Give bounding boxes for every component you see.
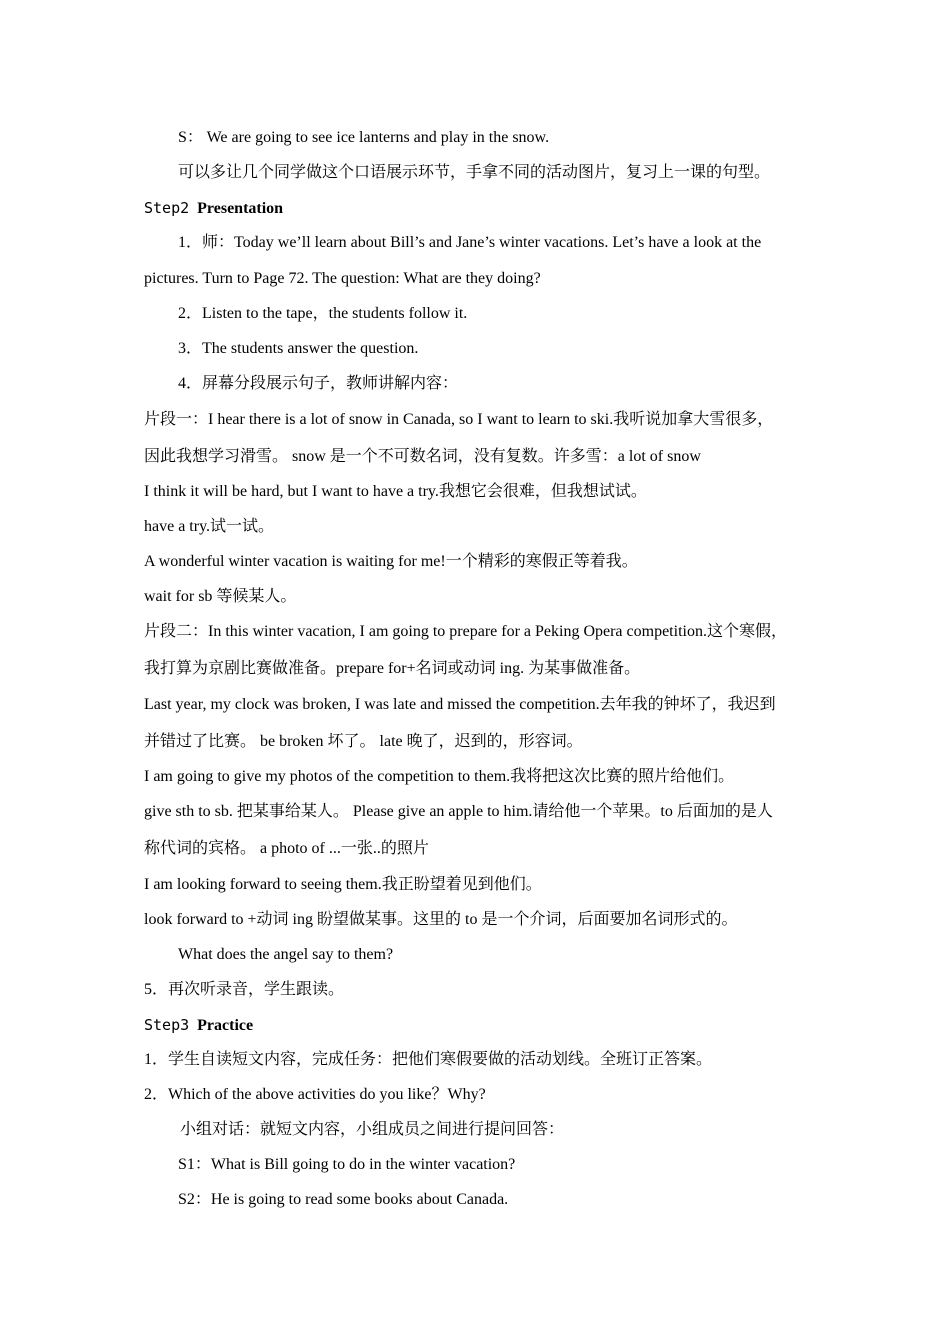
paragraph-line: 片段一：I hear there is a lot of snow in Canada, so I want to learn to ski.我听说加拿大雪很多，: [144, 411, 774, 428]
dialogue-line-s: S： We are going to see ice lanterns and play in the snow.: [178, 129, 550, 146]
paragraph-line: give sth to sb. 把某事给某人。 Please give an apple to him.请给他一个苹果。to 后面加的是人: [144, 803, 773, 820]
paragraph-line: 5．再次听录音，学生跟读。: [144, 981, 345, 998]
paragraph-line: 片段二：In this winter vacation, I am going to prepare for a Peking Opera competition.这个寒假，: [144, 623, 787, 640]
paragraph-line: 我打算为京剧比赛做准备。prepare for+名词或动词 ing. 为某事做准备。: [144, 660, 641, 677]
paragraph-line: 3．The students answer the question.: [178, 340, 419, 357]
paragraph-line: 1．学生自读短文内容，完成任务：把他们寒假要做的活动划线。全班订正答案。: [144, 1051, 713, 1068]
paragraph-line: look forward to +动词 ing 盼望做某事。这里的 to 是一个介词，后面要加名词形式的。: [144, 911, 738, 928]
paragraph-line: wait for sb 等候某人。: [144, 588, 297, 605]
dialogue-line-s2: S2：He is going to read some books about Canada.: [178, 1191, 509, 1208]
paragraph-line: 1．师：Today we’ll learn about Bill’s and Jane’s winter vacations. Let’s have a look at the: [178, 234, 762, 251]
paragraph-line: I am going to give my photos of the competition to them.我将把这次比赛的照片给他们。: [144, 768, 735, 785]
paragraph-line: I think it will be hard, but I want to have a try.我想它会很难，但我想试试。: [144, 483, 647, 500]
paragraph-line: 4．屏幕分段展示句子，教师讲解内容：: [178, 375, 459, 392]
paragraph-line: 2．Listen to the tape，the students follow it.: [178, 305, 468, 322]
paragraph-line: have a try.试一试。: [144, 518, 275, 535]
step3-prefix: Step3: [144, 1016, 190, 1034]
paragraph-line: Last year, my clock was broken, I was late and missed the competition.去年我的钟坏了，我迟到: [144, 696, 776, 713]
paragraph-line: 小组对话：就短文内容，小组成员之间进行提问回答：: [180, 1121, 565, 1138]
paragraph-line: 并错过了比赛。 be broken 坏了。 late 晚了，迟到的，形容词。: [144, 733, 583, 750]
paragraph-line: I am looking forward to seeing them.我正盼望着见到他们。: [144, 876, 542, 893]
step3-heading: [144, 1015, 809, 1036]
dialogue-line-s1: S1：What is Bill going to do in the winter vacation?: [178, 1156, 516, 1173]
step2-prefix: Step2: [144, 199, 190, 217]
step2-title: Presentation: [197, 200, 284, 217]
paragraph-line: What does the angel say to them?: [178, 946, 394, 963]
teacher-note: 可以多让几个同学做这个口语展示环节，手拿不同的活动图片，复习上一课的句型。: [178, 164, 771, 181]
paragraph-line: 称代词的宾格。 a photo of ...一张..的照片: [144, 840, 429, 857]
step2-heading: [144, 198, 809, 219]
paragraph-line: 2．Which of the above activities do you like？Why?: [144, 1086, 486, 1103]
paragraph-line: 因此我想学习滑雪。 snow 是一个不可数名词，没有复数。许多雪：a lot of snow: [144, 448, 701, 465]
paragraph-line: A wonderful winter vacation is waiting for me!一个精彩的寒假正等着我。: [144, 553, 638, 570]
paragraph-line: pictures. Turn to Page 72. The question: What are they doing?: [144, 270, 541, 287]
step3-title: Practice: [197, 1017, 254, 1034]
